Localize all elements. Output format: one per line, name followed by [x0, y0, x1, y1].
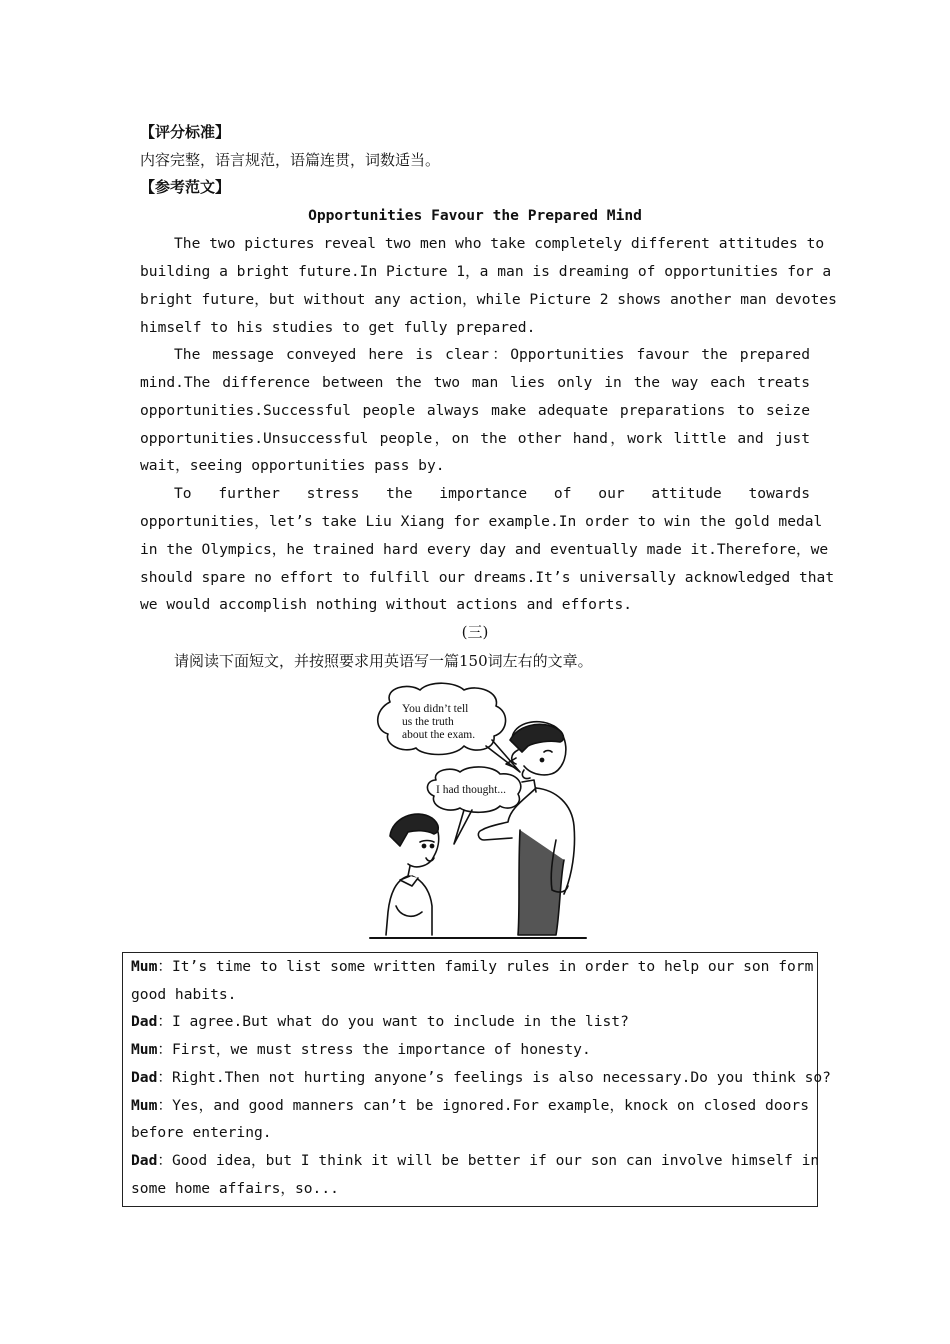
- essay-p1-line3: bright future，but without any action，while Picture 2 shows another man devotes: [140, 291, 837, 308]
- section-instruction: 请阅读下面短文，并按照要求用英语写一篇150词左右的文章。: [174, 652, 593, 670]
- father-figure: [478, 722, 574, 935]
- essay-p1-line1: The two pictures reveal two men who take completely different attitudes to: [174, 235, 825, 252]
- speaker-mum: Mum: [131, 1041, 158, 1058]
- speaker-dad: Dad: [131, 1152, 158, 1169]
- grading-text: 内容完整，语言规范，语篇连贯，词数适当。: [140, 151, 441, 169]
- essay-p3-line3: in the Olympics，he trained hard every day and eventually made it.Therefore，we: [140, 541, 829, 558]
- dialog-line: [131, 1008, 809, 1036]
- dialog-text: Yes，and good manners can’t be ignored.For example，knock on closed doors: [172, 1097, 809, 1114]
- sample-heading: 【参考范文】: [140, 178, 231, 196]
- dialog-text: Right.Then not hurting anyone’s feelings is also necessary.Do you think so?: [171, 1069, 831, 1086]
- section-label: (三): [461, 623, 489, 641]
- dialog-line: [131, 1092, 809, 1120]
- dialog-line: [131, 1036, 809, 1064]
- colon: ：: [157, 1041, 172, 1058]
- essay-p1-line2: building a bright future.In Picture 1，a man is dreaming of opportunities for a: [140, 263, 832, 280]
- dialog-line: [131, 1147, 820, 1175]
- dialog-text: Good idea，but I think it will be better if our son can involve himself in: [171, 1152, 820, 1169]
- speaker-dad: Dad: [131, 1013, 158, 1030]
- dialog-text: I agree.But what do you want to include in the list?: [171, 1013, 629, 1030]
- essay-p3-line2: opportunities，let’s take Liu Xiang for example.In order to win the gold medal: [140, 513, 823, 530]
- essay-p2-line5: wait，seeing opportunities pass by.: [140, 457, 445, 474]
- speaker-mum: Mum: [131, 1097, 158, 1114]
- dialog-text: First，we must stress the importance of honesty.: [171, 1041, 591, 1058]
- dialog-line: [131, 1064, 831, 1092]
- essay-p3-line4: should spare no effort to fulfill our dreams.It’s universally acknowledged that: [140, 569, 835, 586]
- essay-p3-line1: To further stress the importance of our attitude towards: [174, 485, 810, 502]
- essay-p2-line3: opportunities.Successful people always make adequate preparations to seize: [140, 402, 810, 419]
- dialog-line: before entering.: [131, 1124, 272, 1141]
- dialog-line: [131, 953, 814, 981]
- speaker-mum: Mum: [131, 958, 158, 975]
- father-bubble-line2: us the truth: [402, 716, 454, 728]
- colon: ：: [157, 1069, 172, 1086]
- colon: ：: [157, 1152, 172, 1169]
- dialog-box: [122, 952, 831, 1207]
- father-bubble-line3: about the exam.: [402, 729, 476, 741]
- son-bubble-text: I had thought...: [436, 784, 506, 796]
- colon: ：: [157, 958, 172, 975]
- speaker-dad: Dad: [131, 1069, 158, 1086]
- grading-heading: 【评分标准】: [140, 123, 231, 141]
- essay-title: Opportunities Favour the Prepared Mind: [308, 207, 642, 224]
- colon: ：: [157, 1013, 172, 1030]
- dialog-line: some home affairs，so...: [131, 1180, 339, 1197]
- cartoon-illustration: [360, 680, 600, 945]
- colon: ：: [157, 1097, 173, 1114]
- essay-p3-line5: we would accomplish nothing without actions and efforts.: [140, 596, 633, 613]
- father-bubble-line1: You didn’t tell: [402, 703, 469, 715]
- dialog-text: It’s time to list some written family rules in order to help our son form: [171, 958, 814, 975]
- essay-p2-line4: opportunities.Unsuccessful people，on the other hand，work little and just: [140, 430, 810, 447]
- son-figure: [386, 814, 439, 935]
- essay-p1-line4: himself to his studies to get fully prepared.: [140, 319, 536, 336]
- essay-p2-line2: mind.The difference between the two man lies only in the way each treats: [140, 374, 810, 391]
- essay-p2-line1: The message conveyed here is clear：Opportunities favour the prepared: [174, 346, 810, 363]
- dialog-line: good habits.: [131, 986, 237, 1003]
